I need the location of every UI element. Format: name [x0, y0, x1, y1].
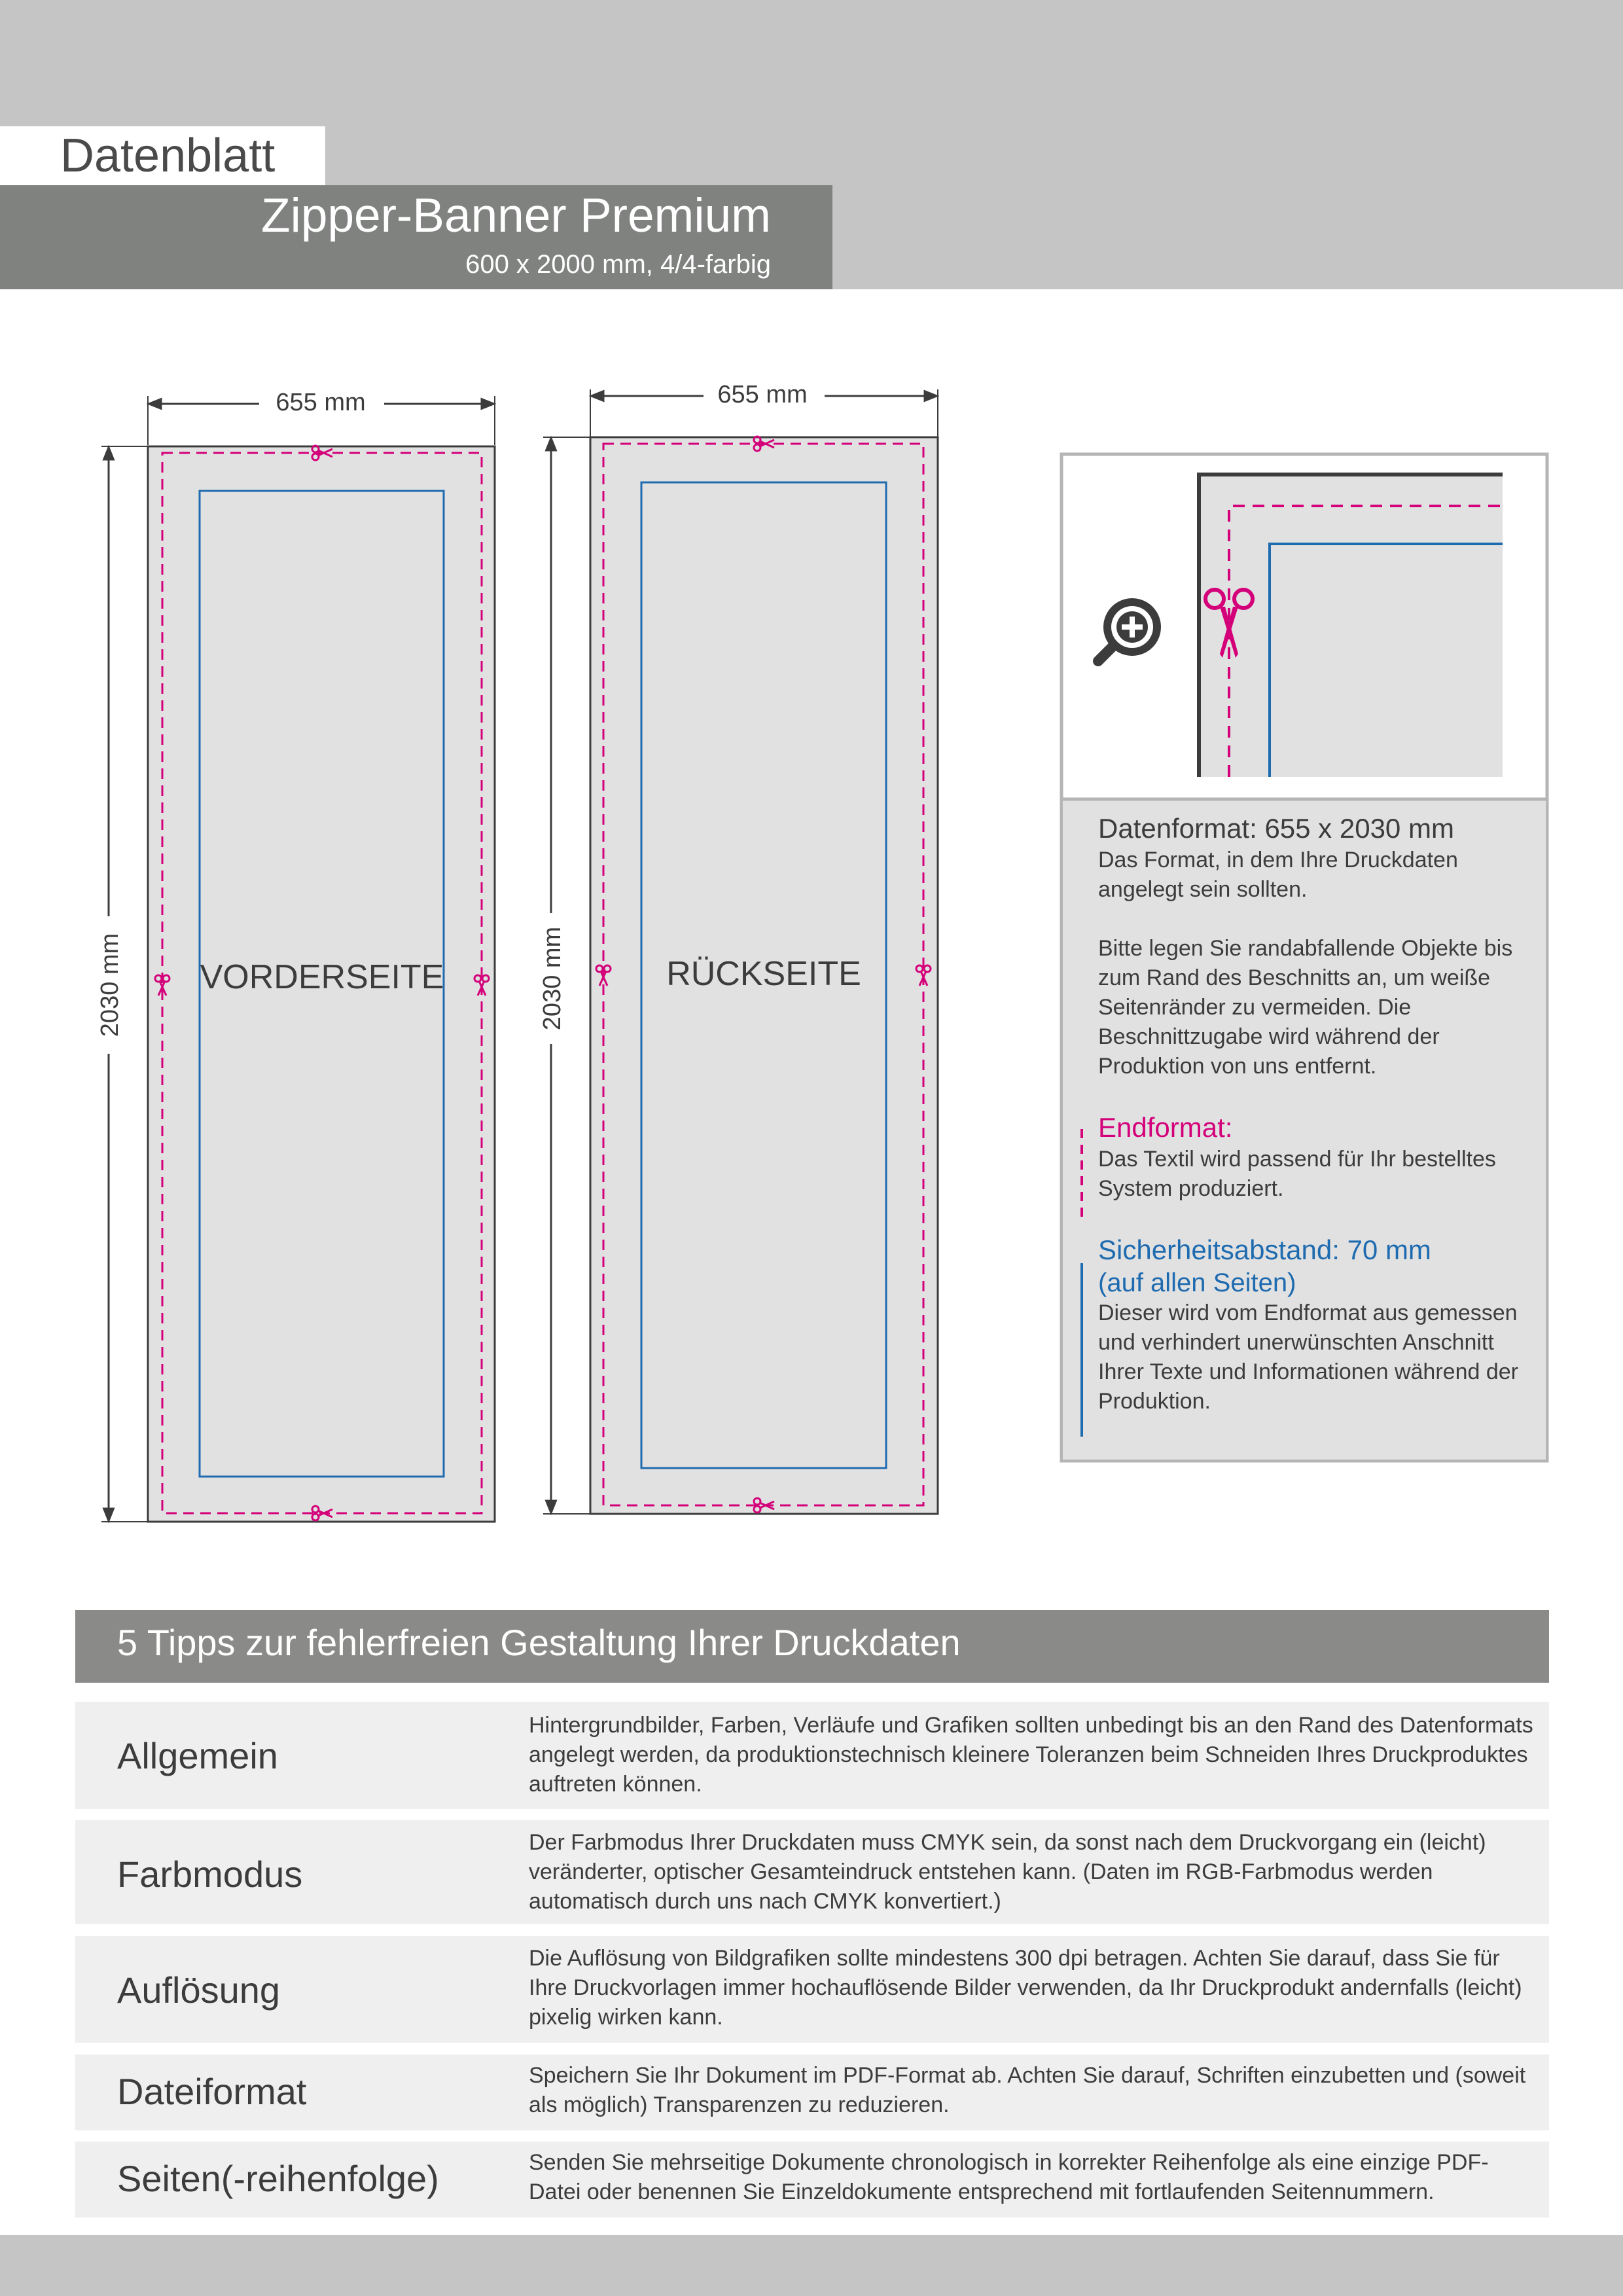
tip-label: Dateiformat [117, 2071, 307, 2112]
zoom-detail [1199, 475, 1503, 777]
front-side-label: VORDERSEITE [200, 958, 444, 996]
endformat-text: Das Textil wird passend für Ihr bestelltes System produziert. [1098, 1147, 1496, 1201]
back-side-label: RÜCKSEITE [666, 955, 861, 993]
tip-label: Farbmodus [117, 1854, 303, 1895]
front-banner [96, 389, 495, 1522]
tip-row [75, 1702, 1549, 1809]
safe-block [1098, 1233, 1543, 1416]
endformat-heading: Endformat: [1098, 1112, 1233, 1143]
back-width-label: 655 mm [717, 381, 808, 408]
tip-row [75, 2054, 1549, 2130]
back-banner [539, 381, 938, 1514]
tip-text: Hintergrundbilder, Farben, Verläufe und Grafiken sollten unbedingt bis an den Rand des Datenformats angelegt werden, da produktionstechnisch kleinere Toleranzen beim Schneiden Ihres Druckproduktes auftreten können. [529, 1713, 1533, 1797]
tips-title: 5 Tipps zur fehlerfreien Gestaltung Ihrer Druckdaten [117, 1622, 961, 1663]
tip-label: Allgemein [117, 1735, 278, 1776]
tip-text: Die Auflösung von Bildgrafiken sollte mindestens 300 dpi betragen. Achten Sie darauf, dass Sie für Ihre Druckvorlagen immer hochauflösende Bilder verwenden, da Ihr Druckprodukt andernfalls (leicht) pixelig wirken kann. [529, 1946, 1522, 2030]
tip-row [75, 1820, 1549, 1924]
datenformat-heading: Datenformat: 655 x 2030 mm [1098, 813, 1454, 844]
tip-text: Der Farbmodus Ihrer Druckdaten muss CMYK sein, da sonst nach dem Druckvorgang ein (leicht) veränderter, optischer Gesamteindruck entstehen kann. (Daten im RGB-Farbmodus werden automatisch durch uns nach CMYK konvertiert.) [529, 1830, 1486, 1914]
safe-text: Dieser wird vom Endformat aus gemessen und verhindert unerwünschten Anschnitt Ihrer Texte und Informationen während der Produktion. [1098, 1300, 1518, 1414]
front-width-label: 655 mm [276, 389, 366, 416]
safe-subheading: (auf allen Seiten) [1098, 1268, 1296, 1297]
datenformat-text: Das Format, in dem Ihre Druckdaten angelegt sein sollten. [1098, 848, 1458, 902]
product-title: Zipper-Banner Premium [261, 189, 771, 242]
bleed-text: Bitte legen Sie randabfallende Objekte bis zum Rand des Beschnitts an, um weiße Seitenränder zu vermeiden. Die Beschnittzugabe wird während der Produktion von uns entfernt. [1098, 936, 1513, 1079]
tip-text: Speichern Sie Ihr Dokument im PDF-Format ab. Achten Sie darauf, Schriften einzubetten und (soweit als möglich) Transparenzen zu reduzieren. [529, 2063, 1526, 2117]
tip-label: Auflösung [117, 1969, 281, 2011]
tip-row [75, 1936, 1549, 2043]
footer-band [0, 2235, 1623, 2296]
front-height-label: 2030 mm [96, 933, 124, 1037]
info-text [1098, 812, 1543, 1416]
back-height-label: 2030 mm [539, 926, 566, 1031]
tip-row [75, 2142, 1549, 2217]
safe-heading: Sicherheitsabstand: 70 mm [1098, 1234, 1431, 1265]
endformat-block [1098, 1111, 1543, 1204]
doc-type-label: Datenblatt [60, 130, 276, 182]
tip-text: Senden Sie mehrseitige Dokumente chronologisch in korrekter Reihenfolge als eine einzige PDF-Datei oder benennen Sie Einzeldokumente entsprechend mit fortlaufenden Seitennummern. [529, 2150, 1489, 2204]
product-subtitle: 600 x 2000 mm, 4/4-farbig [465, 250, 771, 279]
tip-label: Seiten(-reihenfolge) [117, 2158, 439, 2199]
